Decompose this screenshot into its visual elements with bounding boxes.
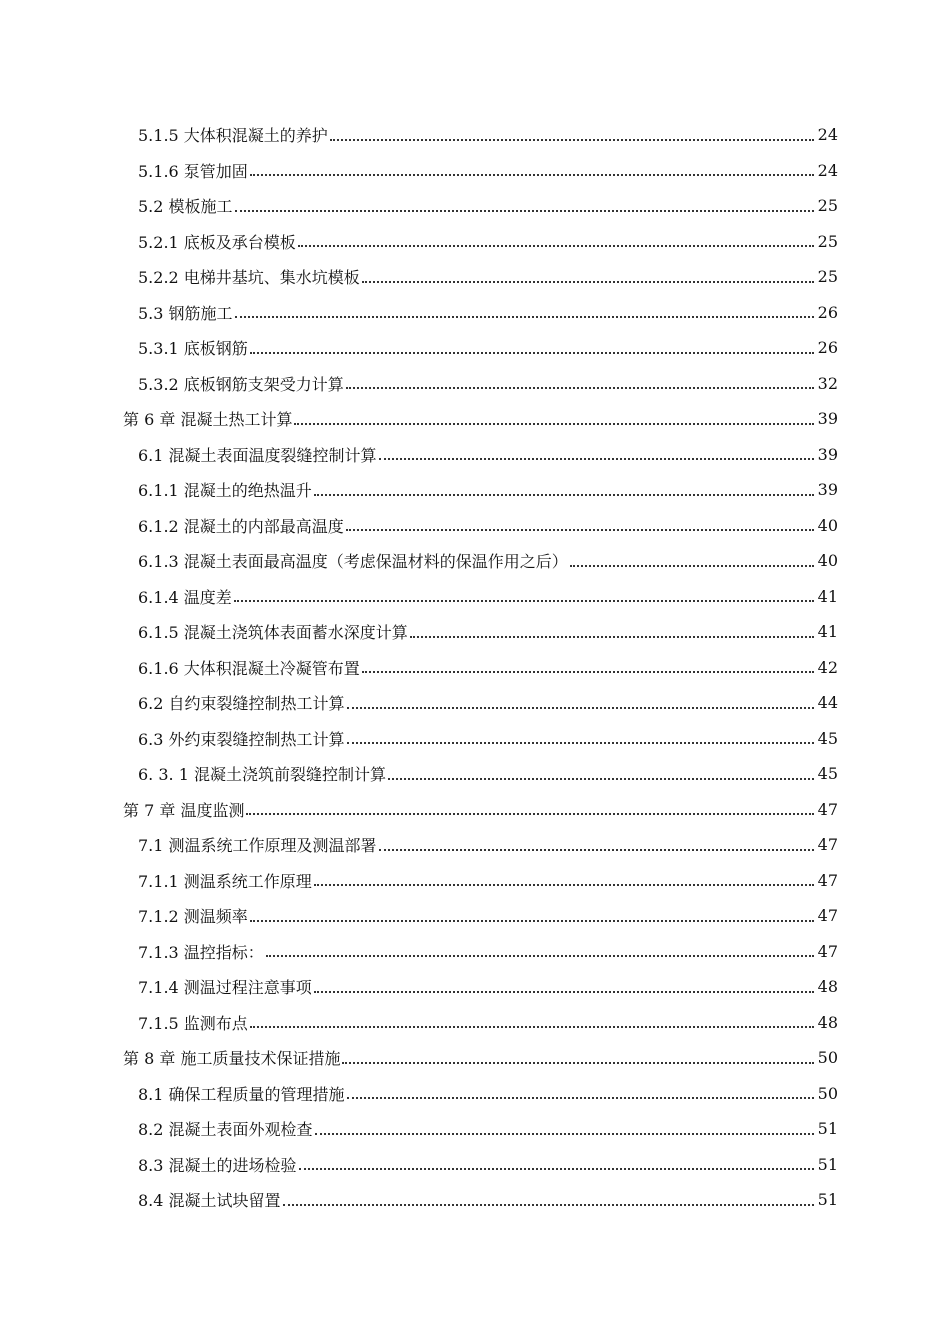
toc-entry-title: 7.1.1 测温系统工作原理 [138,871,312,891]
dot-leader [235,194,814,212]
toc-entry[interactable] [0,1147,950,1183]
toc-entry-title: 8.1 确保工程质量的管理措施 [138,1084,345,1104]
dot-leader [388,762,814,780]
toc-page-number: 45 [817,764,838,784]
dot-leader [250,158,814,176]
toc-entry[interactable] [0,934,950,970]
toc-entry-title: 5.2 模板施工 [138,197,233,217]
toc-page-number: 41 [817,586,838,606]
dot-leader [346,513,814,531]
toc-entry-title: 第 8 章 施工质量技术保证措施 [123,1049,341,1069]
dot-leader [379,833,814,851]
toc-page-number: 40 [817,551,838,571]
toc-entry[interactable] [0,401,950,437]
toc-page-number: 47 [817,799,838,819]
toc-entry[interactable] [0,614,950,650]
toc-entry-title: 7.1 测温系统工作原理及测温部署 [138,836,377,856]
toc-page-number: 42 [817,657,838,677]
toc-page-number: 39 [817,480,838,500]
dot-leader [362,655,814,673]
dot-leader [347,1081,814,1099]
toc-page-number: 24 [817,160,838,180]
toc-page-number: 48 [817,1012,838,1032]
toc-page-number: 47 [817,835,838,855]
toc-page-number: 41 [817,622,838,642]
toc-entry-title: 7.1.2 测温频率 [138,907,248,927]
toc-entry-title: 7.1.5 监测布点 [138,1013,248,1033]
dot-leader [294,407,814,425]
toc-entry[interactable] [0,259,950,295]
toc-page-number: 39 [817,409,838,429]
toc-entry-title: 5.2.1 底板及承台模板 [138,232,296,252]
toc-page-number: 47 [817,941,838,961]
toc-page-number: 25 [817,196,838,216]
toc-entry[interactable] [0,330,950,366]
toc-entry-title: 6.3 外约束裂缝控制热工计算 [138,729,345,749]
toc-entry-title: 5.1.6 泵管加固 [138,161,248,181]
dot-leader [379,442,814,460]
dot-leader [250,904,814,922]
toc-entry[interactable] [0,685,950,721]
toc-entry-title: 5.3 钢筋施工 [138,303,233,323]
toc-entry[interactable] [0,1111,950,1147]
toc-entry-title: 6.1.3 混凝土表面最高温度（考虑保温材料的保温作用之后） [138,552,568,572]
toc-entry[interactable] [0,1040,950,1076]
dot-leader [250,336,814,354]
toc-entry[interactable] [0,969,950,1005]
dot-leader [315,1117,814,1135]
toc-entry[interactable] [0,508,950,544]
toc-entry[interactable] [0,898,950,934]
toc-entry-title: 8.4 混凝土试块留置 [138,1191,281,1211]
toc-entry[interactable] [0,579,950,615]
toc-entry[interactable] [0,117,950,153]
toc-page-number: 51 [817,1190,838,1210]
toc-page-number: 26 [817,338,838,358]
toc-page-number: 39 [817,444,838,464]
toc-entry-title: 6.1.2 混凝土的内部最高温度 [138,516,344,536]
dot-leader [235,300,814,318]
dot-leader [314,975,814,993]
dot-leader [314,868,814,886]
toc-page-number: 25 [817,231,838,251]
toc-page-number: 50 [817,1083,838,1103]
toc-page-number: 44 [817,693,838,713]
toc-entry-title: 8.2 混凝土表面外观检查 [138,1120,313,1140]
toc-entry[interactable] [0,188,950,224]
dot-leader [298,229,814,247]
toc-entry-title: 5.1.5 大体积混凝土的养护 [138,126,328,146]
dot-leader [342,1046,814,1064]
toc-page-number: 25 [817,267,838,287]
dot-leader [347,726,814,744]
table-of-contents [0,117,950,1218]
dot-leader [266,939,814,957]
toc-entry-title: 5.3.2 底板钢筋支架受力计算 [138,374,344,394]
toc-page-number: 40 [817,515,838,535]
dot-leader [347,691,814,709]
toc-entry[interactable] [0,153,950,189]
toc-entry-title: 6.1 混凝土表面温度裂缝控制计算 [138,445,377,465]
dot-leader [346,371,814,389]
toc-entry-title: 第 7 章 温度监测 [123,800,245,820]
toc-entry[interactable] [0,295,950,331]
toc-page-number: 48 [817,977,838,997]
dot-leader [362,265,814,283]
toc-entry[interactable] [0,543,950,579]
dot-leader [314,478,814,496]
toc-page-number: 45 [817,728,838,748]
dot-leader [299,1152,814,1170]
dot-leader [410,620,814,638]
toc-entry-title: 第 6 章 混凝土热工计算 [123,410,293,430]
toc-entry-title: 8.3 混凝土的进场检验 [138,1155,297,1175]
toc-entry-title: 7.1.4 测温过程注意事项 [138,978,312,998]
toc-entry-title: 7.1.3 温控指标： [138,942,264,962]
toc-entry-title: 6.1.5 混凝土浇筑体表面蓄水深度计算 [138,623,408,643]
toc-entry[interactable] [0,650,950,686]
dot-leader [234,584,814,602]
toc-page-number: 24 [817,125,838,145]
toc-entry-title: 6.1.1 混凝土的绝热温升 [138,481,312,501]
toc-entry[interactable] [0,366,950,402]
toc-entry-title: 5.3.1 底板钢筋 [138,339,248,359]
toc-entry[interactable] [0,827,950,863]
toc-entry[interactable] [0,1182,950,1218]
dot-leader [570,549,814,567]
toc-entry-title: 5.2.2 电梯井基坑、集水坑模板 [138,268,360,288]
toc-entry[interactable] [0,721,950,757]
toc-page-number: 26 [817,302,838,322]
dot-leader [283,1188,814,1206]
dot-leader [330,123,814,141]
dot-leader [250,1010,814,1028]
toc-entry[interactable] [0,472,950,508]
toc-entry-title: 6. 3. 1 混凝土浇筑前裂缝控制计算 [138,765,386,785]
toc-entry[interactable] [0,1005,950,1041]
toc-page-number: 51 [817,1119,838,1139]
toc-entry[interactable] [0,437,950,473]
toc-entry-title: 6.1.6 大体积混凝土冷凝管布置 [138,658,360,678]
toc-entry-title: 6.2 自约束裂缝控制热工计算 [138,694,345,714]
toc-page-number: 51 [817,1154,838,1174]
toc-page-number: 47 [817,906,838,926]
toc-entry[interactable] [0,792,950,828]
toc-entry[interactable] [0,863,950,899]
toc-page-number: 47 [817,870,838,890]
toc-entry[interactable] [0,756,950,792]
toc-entry[interactable] [0,1076,950,1112]
dot-leader [246,797,814,815]
toc-page-number: 32 [817,373,838,393]
toc-entry[interactable] [0,224,950,260]
toc-page-number: 50 [817,1048,838,1068]
toc-entry-title: 6.1.4 温度差 [138,587,232,607]
